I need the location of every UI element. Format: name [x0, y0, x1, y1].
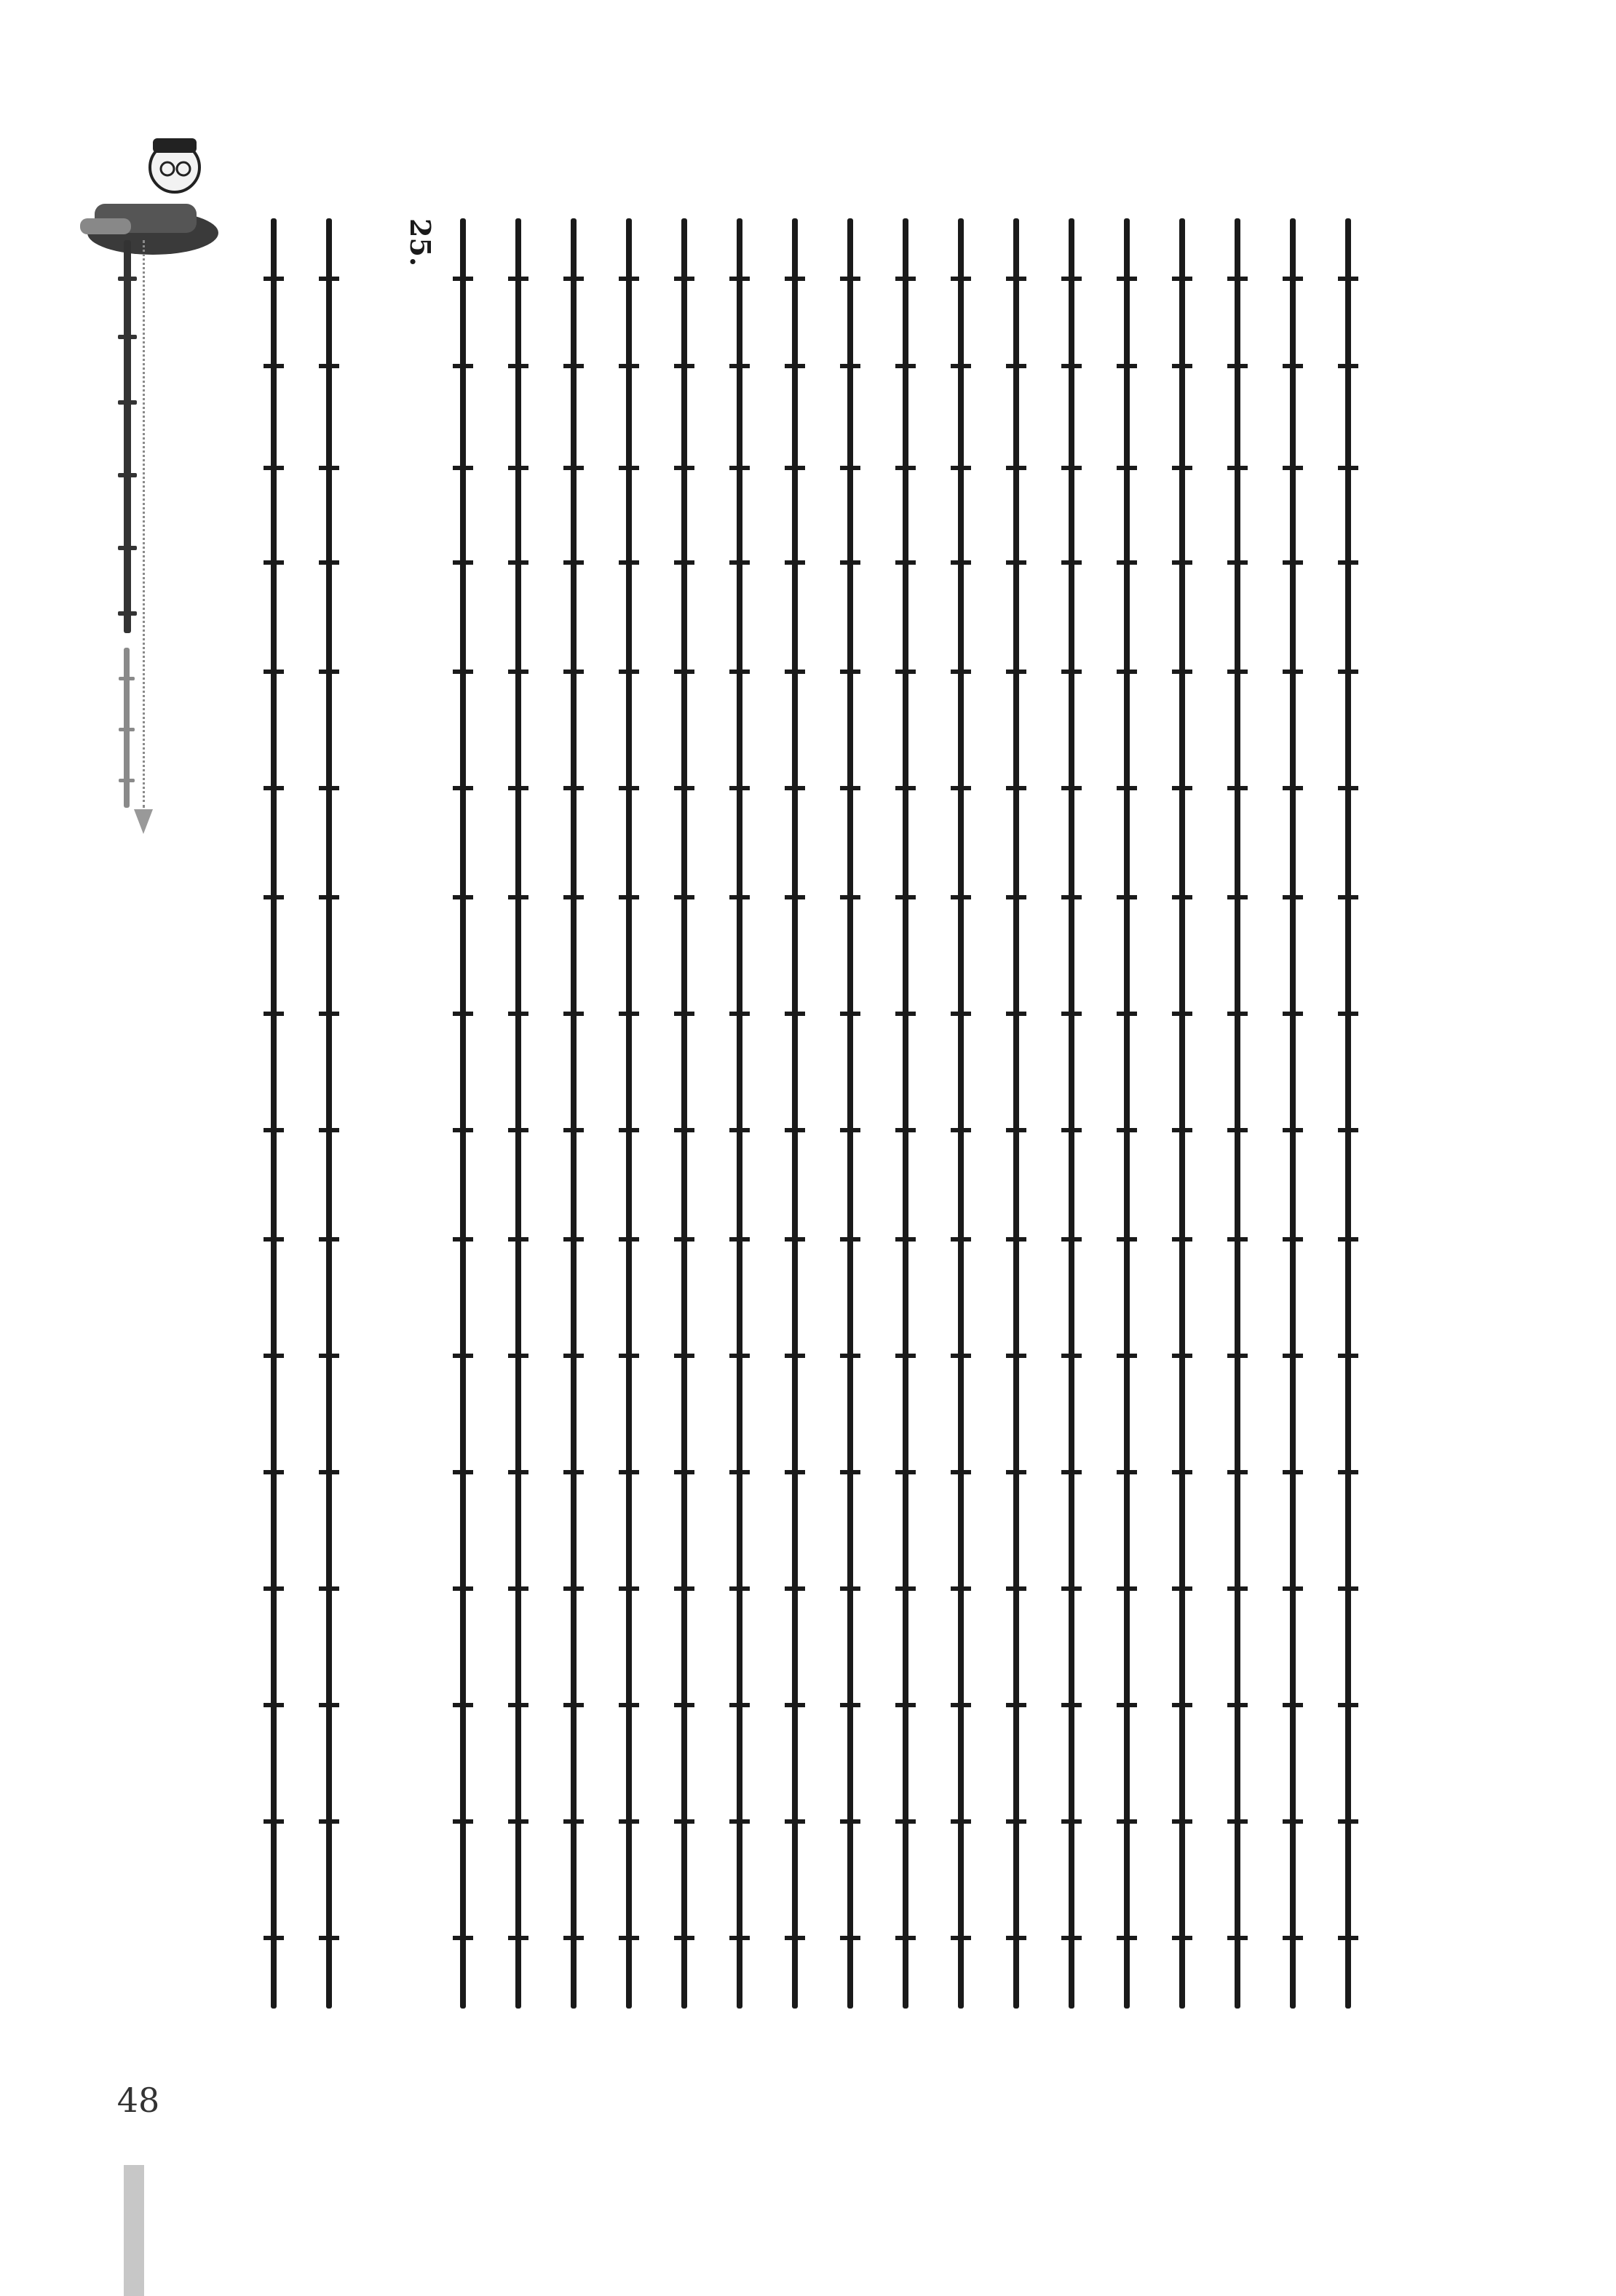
question-number: 25. — [404, 218, 437, 267]
page-edge-bar — [124, 2165, 144, 2296]
running-header — [109, 233, 197, 815]
question-heading — [393, 218, 437, 2016]
page-number: 48 — [116, 2081, 160, 2120]
header-dotted-rule — [143, 240, 145, 808]
triangle-arrow-icon — [134, 809, 153, 834]
header-title-script — [109, 233, 197, 815]
